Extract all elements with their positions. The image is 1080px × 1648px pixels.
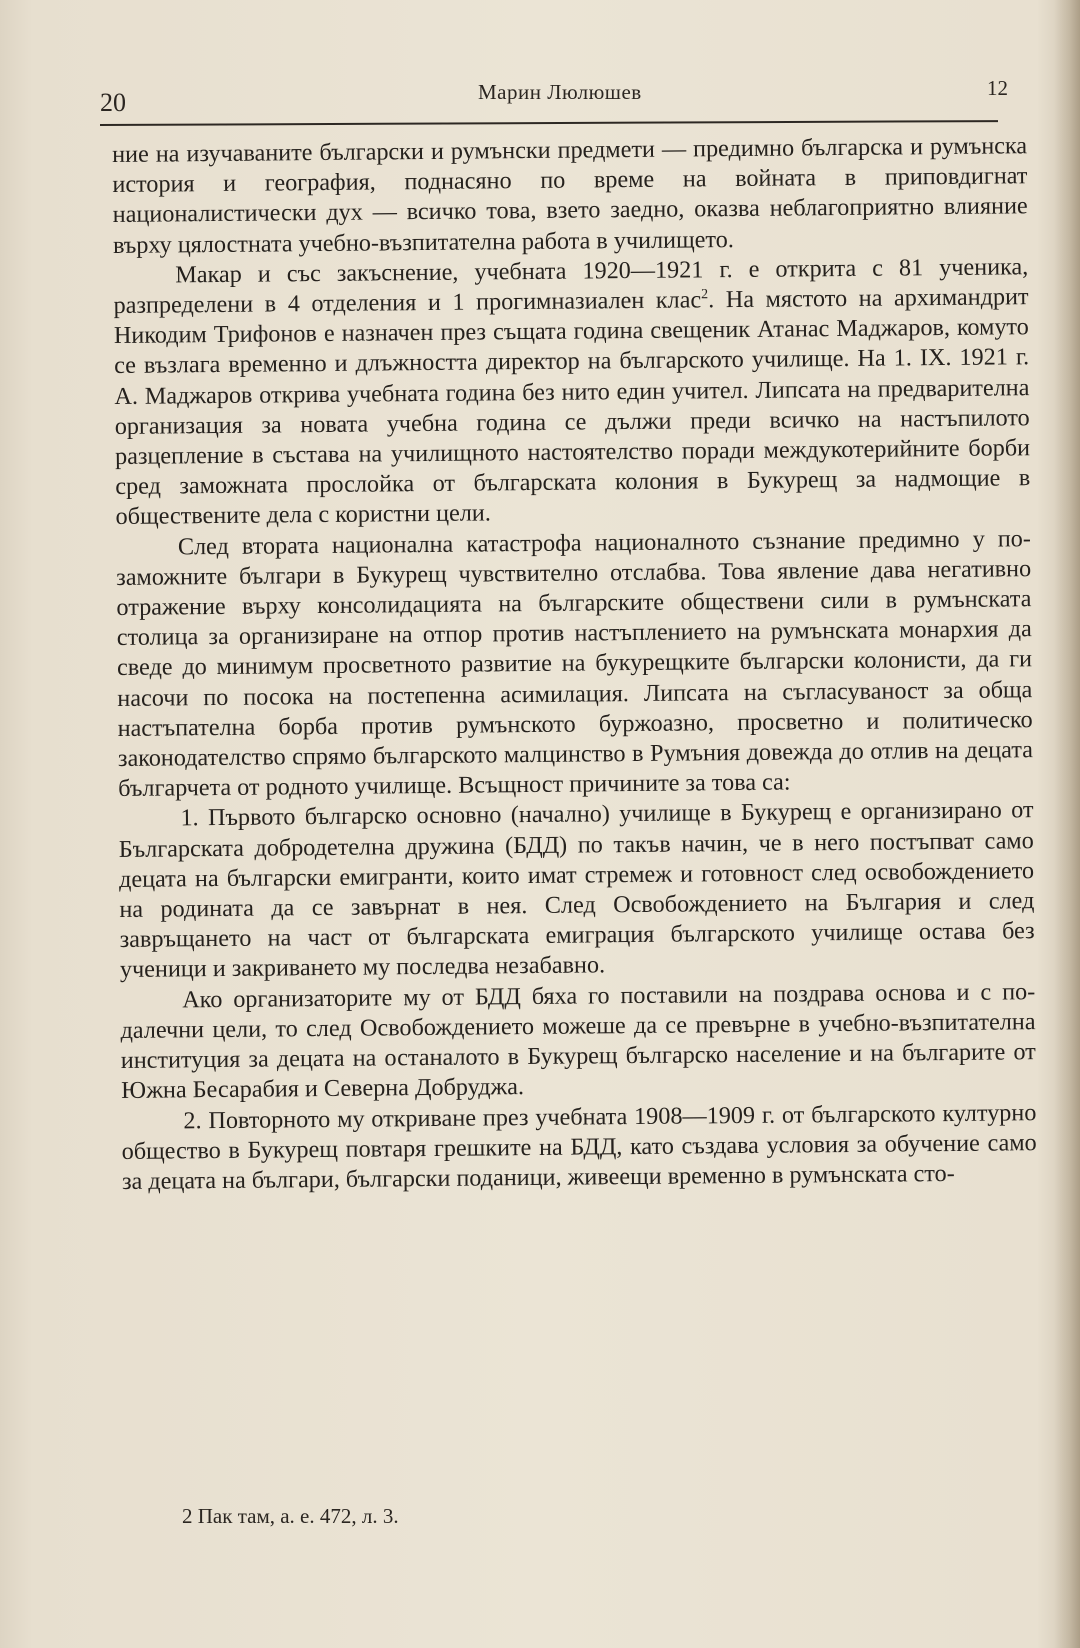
paragraph-3: След втората национална катастрофа националното съзнание предимно у по-заможните българи в Букурещ чувствително отслабва. Това явление дава негативно отражение върху консолидацията на българските обществени сили в румънската столица за организиране на отпор против настъплението на румънската монархия да сведе до минимум просветното развитие на букурещките български колонисти, да ги насочи по посока на постепенна асимилация. Липсата на съгласуваност за обща настъпателна борба против румънското буржоазно, просветно и политическо законодателство спрямо българското малцинство в Румъния довежда до отлив на децата българчета от родното училище. Всъщност причините за това са: — [116, 524, 1034, 803]
page-number-left: 20 — [100, 88, 126, 117]
running-title: Марин Люлюшев — [478, 80, 642, 104]
page-header — [100, 70, 1020, 126]
paragraph-2 — [113, 252, 1031, 533]
paragraph-2-end: . — [708, 286, 715, 314]
paragraph-6: 2. Повторното му откриване през учебната 1908—1909 г. от българското културно общество в Букурещ повтаря грешките на БДД, като създава условия за обучение само за децата на българи, български поданици, живеещи временно в румънската сто- — [121, 1098, 1037, 1195]
paragraph-4: 1. Първото българско основно (начално) училище в Букурещ е организирано от Българската добродетелна дружина (БДД) по такъв начин, че в него постъпват само децата на български емигранти, които имат стремеж и готовност след освобождението на родината да се завърнат в нея. След Освобождението на България и след завръщането на част от българската емиграция българското училище остава без ученици и закриването му последва незабавно. — [118, 796, 1035, 984]
footnote: 2 Пак там, а. е. 472, л. 3. — [182, 1504, 399, 1528]
paragraph-2-continued: На мястото на архимандрит Никодим Трифонов е назначен през същата година свещеник Атанас Маджаров, комуто се възлага временно и длъжността директор на българското училище. На 1. IX. 1921 г. А. Маджаров открива учебната година без нито един учител. Липсата на предварителна организация за новата учебна година се дължи преди всичко на настъпилото разцепление в състава на училищното настоятелство поради междукотерийните борби сред заможната прослойка от българската колония в Букурещ за надмощие в обществените дела с користни цели. — [113, 283, 1031, 531]
paragraph-1: ние на изучаваните български и румънски предмети — предимно българска и румънска история и география, поднасяно по време на войната в приповдигнат националистически дух — всичко това, взето заедно, оказва неблагоприятно влияние върху цялостната учебно-възпитателна работа в училището. — [112, 132, 1028, 259]
page-number-right: 12 — [987, 76, 1008, 100]
paragraph-2-text: Макар и със закъснение, учебната 1920—1921 г. е открита с 81 ученика, разпределени в 4 отделения и 1 прогимназиален клас — [113, 253, 1029, 320]
body-text — [112, 131, 1037, 1197]
paragraph-5: Ако организаторите му от БДД бяха го поставили на поздрава основа и с по-далечни цели, то след Освобождението можеше да се превърне в учебно-възпитателна институция за децата на останалото в Букурещ българско население и на българите от Южна Бесарабия и Северна Добруджа. — [120, 977, 1036, 1105]
footnote-reference: 2 — [701, 287, 709, 303]
